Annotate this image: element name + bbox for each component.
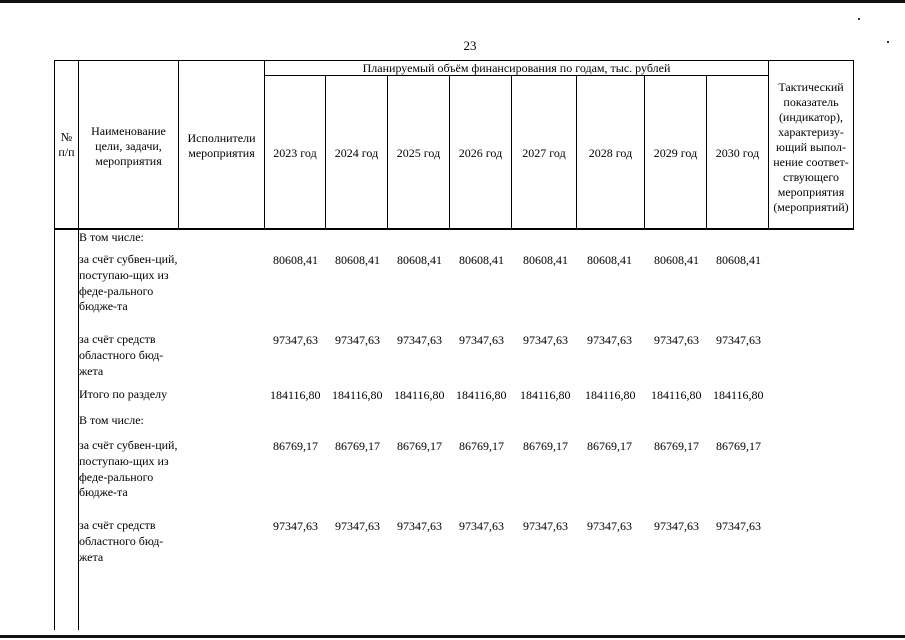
value-cell: 97347,63	[654, 333, 699, 347]
value-cell: 80608,41	[273, 253, 318, 267]
value-cell: 86769,17	[523, 439, 568, 453]
value-cell: 86769,17	[587, 439, 632, 453]
page-number: 23	[463, 38, 477, 53]
value-cell: 80608,41	[459, 253, 504, 267]
header-funding: Планируемый объём финансирования по годам, тыс. рублей	[362, 61, 671, 75]
value-cell: 97347,63	[397, 519, 442, 533]
value-cell: 184116,80	[585, 388, 636, 402]
value-cell: 86769,17	[335, 439, 380, 453]
header-year-2025: 2025 год	[396, 146, 441, 160]
header-col-number: № п/п	[58, 130, 75, 159]
row-label: за счёт средств областного бюд-жета	[79, 332, 164, 378]
row-label: Итого по разделу	[79, 387, 168, 401]
value-cell: 97347,63	[335, 333, 380, 347]
value-cell: 80608,41	[716, 253, 761, 267]
header-col-indicator: Тактический показатель (индикатор), характеризу-ющий выпол-нение соответ-ствующего мероприятия (мероприятий)	[773, 80, 849, 214]
value-cell: 80608,41	[335, 253, 380, 267]
row-label: за счёт субвен-ций, поступаю-щих из феде-рального бюдже-та	[79, 252, 178, 314]
value-cell: 86769,17	[459, 439, 504, 453]
header-col-name: Наименование цели, задачи, мероприятия	[91, 124, 166, 168]
value-cell: 80608,41	[654, 253, 699, 267]
value-cell: 97347,63	[273, 519, 318, 533]
value-cell: 184116,80	[270, 388, 321, 402]
value-cell: 80608,41	[587, 253, 632, 267]
value-cell: 86769,17	[397, 439, 442, 453]
header-year-2023: 2023 год	[273, 146, 317, 160]
header-col-executors: Исполнители мероприятия	[187, 131, 256, 160]
row-label: В том числе:	[79, 230, 144, 244]
value-cell: 97347,63	[587, 519, 632, 533]
value-cell: 97347,63	[459, 333, 504, 347]
header-year-2028: 2028 год	[588, 146, 633, 160]
value-cell: 97347,63	[335, 519, 380, 533]
scan-bottom-edge	[0, 635, 905, 638]
value-cell: 97347,63	[397, 333, 442, 347]
value-cell: 80608,41	[397, 253, 442, 267]
value-cell: 86769,17	[716, 439, 761, 453]
header-year-2027: 2027 год	[522, 146, 566, 160]
value-cell: 184116,80	[456, 388, 507, 402]
value-cell: 184116,80	[520, 388, 571, 402]
row-label: за счёт субвен-ций, поступаю-щих из феде-рального бюдже-та	[79, 438, 178, 500]
value-cell: 80608,41	[523, 253, 568, 267]
value-cell: 97347,63	[523, 333, 568, 347]
scan-top-edge	[0, 0, 905, 3]
value-cell: 184116,80	[394, 388, 445, 402]
value-cell: 184116,80	[651, 388, 702, 402]
value-cell: 184116,80	[332, 388, 383, 402]
row-label: за счёт средств областного бюд-жета	[79, 518, 164, 564]
value-cell: 97347,63	[587, 333, 632, 347]
value-cell: 86769,17	[654, 439, 699, 453]
value-cell: 97347,63	[523, 519, 568, 533]
header-year-2030: 2030 год	[715, 146, 760, 160]
header-year-2029: 2029 год	[653, 146, 698, 160]
header-year-2026: 2026 год	[458, 146, 503, 160]
value-cell: 97347,63	[459, 519, 504, 533]
value-cell: 184116,80	[713, 388, 764, 402]
value-cell: 97347,63	[716, 519, 761, 533]
scan-speck	[887, 41, 889, 43]
header-year-2024: 2024 год	[334, 146, 379, 160]
value-cell: 86769,17	[273, 439, 318, 453]
row-label: В том числе:	[79, 413, 144, 427]
value-cell: 97347,63	[273, 333, 318, 347]
value-cell: 97347,63	[716, 333, 761, 347]
value-cell: 97347,63	[654, 519, 699, 533]
scan-speck	[858, 18, 860, 20]
